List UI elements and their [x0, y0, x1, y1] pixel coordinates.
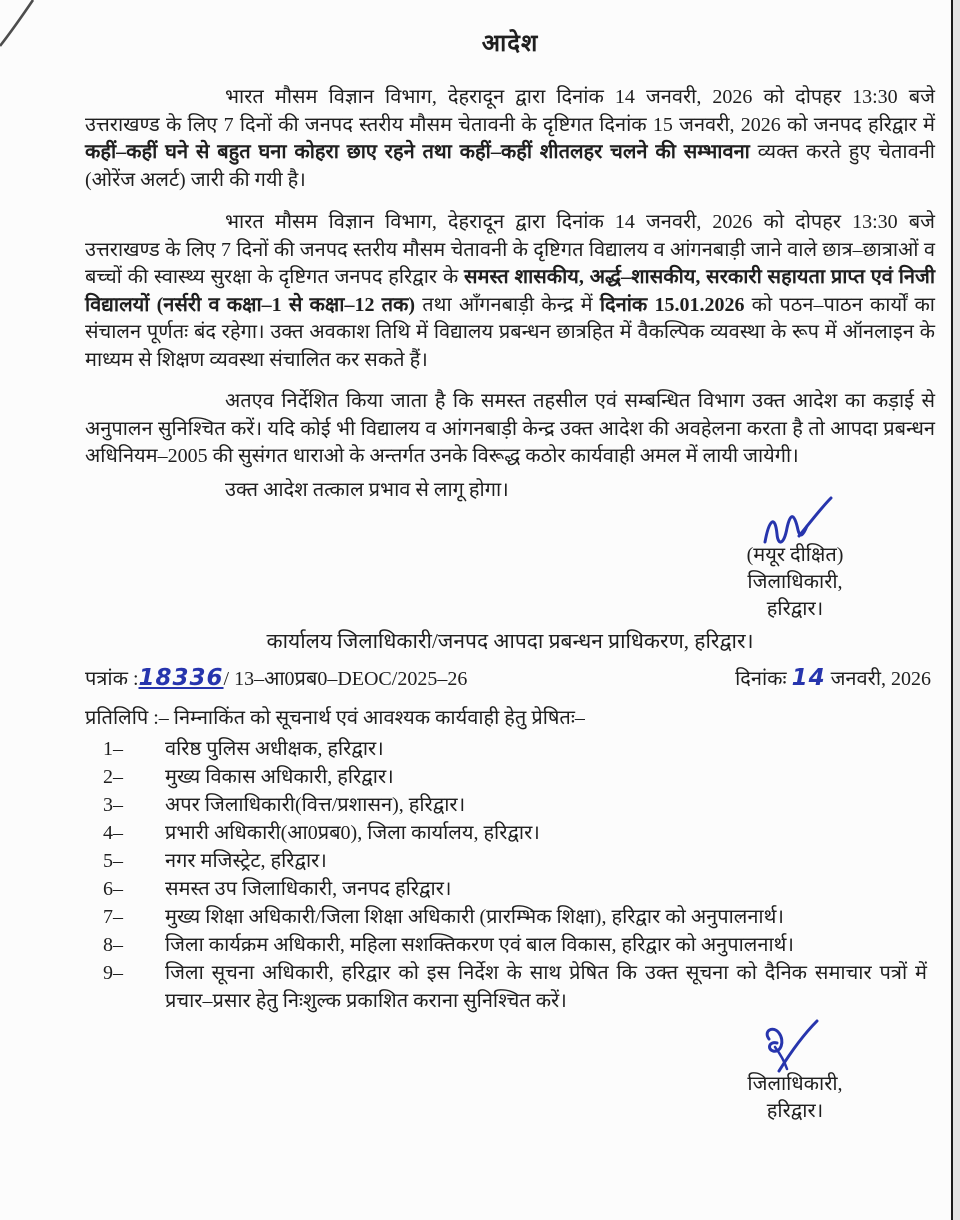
letter-number [85, 664, 467, 691]
recipient-row-1 [85, 735, 935, 763]
recipient-row-7 [85, 903, 935, 931]
p2-text-mid: तथा ऑंगनबाड़ी केन्द्र में [415, 293, 600, 316]
recipient-text: समस्त उप जिलाधिकारी, जनपद हरिद्वार। [165, 878, 452, 900]
recipient-row-5 [85, 847, 935, 875]
letter-date [735, 664, 931, 691]
signatory-place: हरिद्वार। [766, 598, 824, 620]
recipient-number: 9– [103, 962, 123, 984]
recipient-text: प्रभारी अधिकारी(आ0प्रब0), जिला कार्यालय, हरिद्वार। [165, 822, 540, 844]
letter-number-handwritten: 18336 [138, 665, 224, 691]
paragraph-weather-warning [85, 84, 935, 194]
recipient-text: जिला कार्यक्रम अधिकारी, महिला सशक्तिकरण एवं बाल विकास, हरिद्वार को अनुपालनार्थ। [165, 934, 794, 956]
corner-pen-mark [0, 0, 44, 60]
signatory-place: हरिद्वार। [766, 1100, 824, 1122]
p2-bold-schools: समस्त शासकीय, अर्द्ध–शासकीय, सरकारी सहायता प्राप्त एवं निजी विद्यालयों (नर्सरी व कक्षा–1 से कक्षा–12 तक) [85, 266, 935, 316]
p2-bold-date: दिनांक 15.01.2026 [599, 293, 745, 316]
recipient-row-9 [85, 959, 935, 1015]
recipient-row-8 [85, 931, 935, 959]
recipient-text: मुख्य शिक्षा अधिकारी/जिला शिक्षा अधिकारी (प्रारम्भिक शिक्षा), हरिद्वार को अनुपालनार्थ। [165, 906, 784, 928]
recipient-number: 1– [103, 738, 123, 760]
p2-text-end: को पठन–पाठन कार्यों का संचालन पूर्णतः बंद रहेगा। उक्त अवकाश तिथि में विद्यालय प्रबन्धन छात्रहित में वैकल्पिक व्यवस्था के रूप में ऑनलाइन के माध्यम से शिक्षण व्यवस्था संचालित कर सकते हैं। [85, 293, 935, 371]
recipient-number: 5– [103, 850, 123, 872]
reference-row [85, 664, 935, 691]
letter-date-label: दिनांकः [735, 668, 792, 690]
recipient-row-6 [85, 875, 935, 903]
signatory-designation: जिलाधिकारी, [747, 1073, 843, 1095]
recipient-number: 4– [103, 822, 123, 844]
recipient-row-3 [85, 791, 935, 819]
paragraph-compliance: अतएव निर्देशित किया जाता है कि समस्त तहसील एवं सम्बन्धित विभाग उक्त आदेश का कड़ाई से अनुपालन सुनिश्चित करें। यदि कोई भी विद्यालय व आंगनबाड़ी केन्द्र उक्त आदेश की अवहेलना करता है तो आपदा प्रबन्धन अधिनियम–2005 की सुसंगत धाराओ के अन्तर्गत उनके विरूद्ध कठोर कार्यवाही अमल में लायी जायेगी। [85, 390, 935, 467]
recipient-number: 2– [103, 766, 123, 788]
office-header-line: कार्यालय जिलाधिकारी/जनपद आपदा प्रबन्धन प्राधिकरण, हरिद्वार। [266, 629, 754, 653]
signatory-name: (मयूर दीक्षित) [746, 544, 844, 566]
recipient-number: 7– [103, 906, 123, 928]
p2-text: भारत मौसम विज्ञान विभाग, देहरादून द्वारा दिनांक 14 जनवरी, 2026 को दोपहर 13:30 बजे उत्तराखण्ड के लिए 7 दिनों की जनपद स्तरीय मौसम चेतावनी के दृष्टिगत विद्यालय व आंगनबाड़ी जाने वाले छात्र–छात्राओं व बच्चों की स्वास्थ्य सुरक्षा के दृष्टिगत जनपद हरिद्वार के [85, 211, 935, 288]
recipient-row-4 [85, 819, 935, 847]
document-title: आदेश [481, 31, 539, 57]
letter-date-suffix: जनवरी, 2026 [825, 668, 931, 690]
signature-block-bottom [685, 1019, 905, 1125]
recipient-text: जिला सूचना अधिकारी, हरिद्वार को इस निर्देश के साथ प्रेषित कि उक्त सूचना को दैनिक समाचार पत्रों में प्रचार–प्रसार हेतु निःशुल्क प्रकाशित कराना सुनिश्चित करें। [165, 962, 927, 1012]
letter-date-handwritten: 14 [791, 665, 826, 691]
document-body [85, 0, 935, 1125]
recipient-number: 6– [103, 878, 123, 900]
scan-edge-gutter [953, 0, 960, 1220]
copy-to-line: प्रतिलिपि :– निम्नाकिंत को सूचनार्थ एवं आवश्यक कार्यवाही हेतु प्रेषितः– [85, 707, 585, 729]
signature-block-top [680, 496, 910, 623]
paragraph-school-closure [85, 209, 935, 374]
paragraph-immediate-effect: उक्त आदेश तत्काल प्रभाव से लागू होगा। [225, 478, 509, 501]
recipient-text: नगर मजिस्ट्रेट, हरिद्वार। [165, 850, 327, 872]
recipient-number: 3– [103, 794, 123, 816]
p1-text: भारत मौसम विज्ञान विभाग, देहरादून द्वारा दिनांक 14 जनवरी, 2026 को दोपहर 13:30 बजे उत्तराखण्ड के लिए 7 दिनों की जनपद स्तरीय मौसम चेतावनी के दृष्टिगत दिनांक 15 जनवरी, 2026 को जनपद हरिद्वार में [85, 86, 935, 136]
signatory-designation: जिलाधिकारी, [747, 571, 843, 593]
p1-bold-fog-coldwave: कहीं–कहीं घने से बहुत घना कोहरा छाए रहने तथा कहीं–कहीं शीतलहर चलने की सम्भावना [85, 141, 750, 163]
letter-number-suffix: / 13–आ0प्रब0–DEOC/2025–26 [223, 668, 468, 690]
recipient-list [85, 735, 935, 1015]
recipient-row-2 [85, 763, 935, 791]
recipient-number: 8– [103, 934, 123, 956]
recipient-text: मुख्य विकास अधिकारी, हरिद्वार। [165, 766, 394, 788]
p1-text-end: व्यक्त करते हुए चेतावनी (ओरेंज अलर्ट) जारी की गयी है। [85, 141, 935, 191]
recipient-text: अपर जिलाधिकारी(वित्त/प्रशासन), हरिद्वार। [165, 794, 466, 816]
letter-number-label: पत्रांक : [85, 668, 139, 690]
recipient-text: वरिष्ठ पुलिस अधीक्षक, हरिद्वार। [165, 738, 384, 760]
